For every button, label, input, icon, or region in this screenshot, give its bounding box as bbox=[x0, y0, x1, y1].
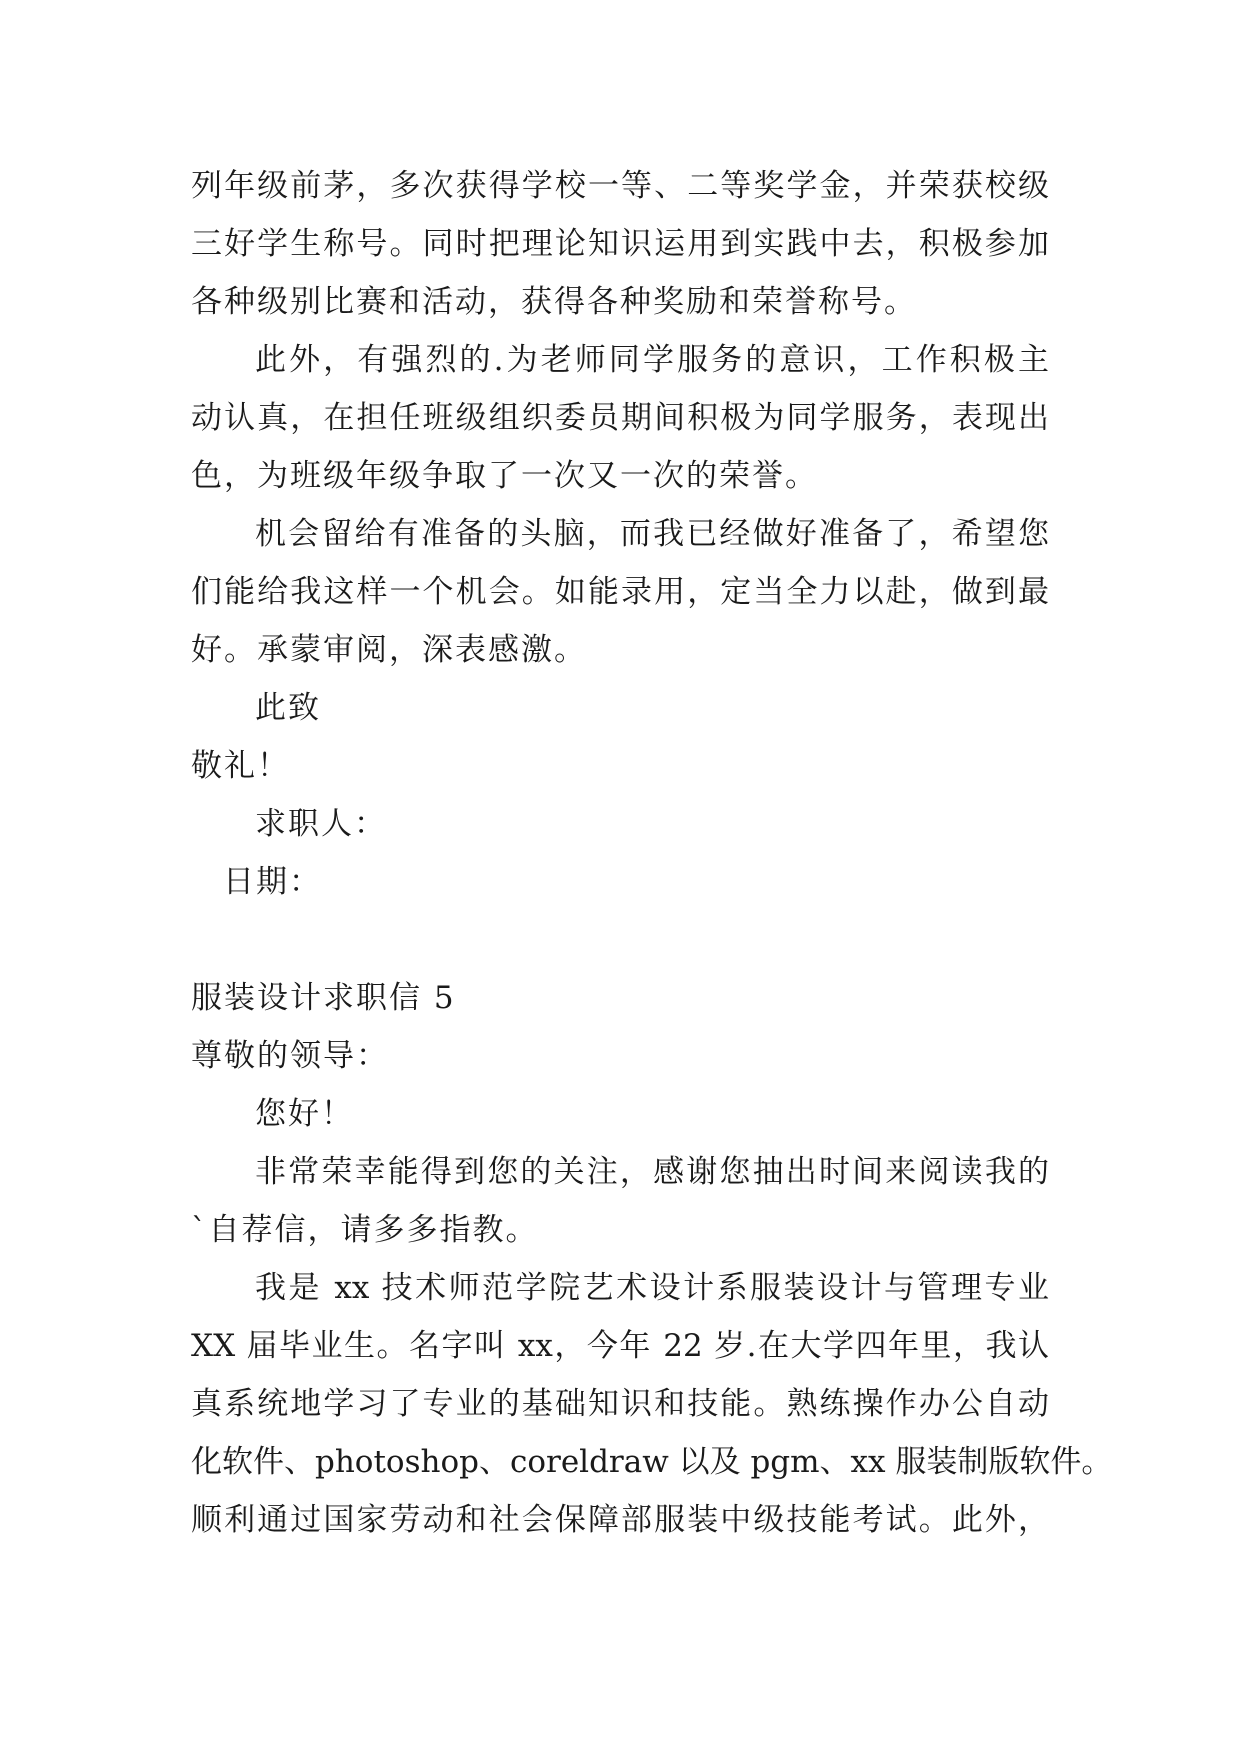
applicant-label: 求职人： bbox=[255, 806, 387, 842]
body-line: 化软件、photoshop、coreldraw 以及 pgm、xx 服装制版软件。 bbox=[191, 1444, 1113, 1480]
greeting: 尊敬的领导： bbox=[191, 1038, 389, 1074]
paragraph-first-line: 我是 xx 技术师范学院艺术设计系服装设计与管理专业 bbox=[255, 1270, 1049, 1306]
date-label: 日期： bbox=[223, 864, 322, 900]
body-line: 真系统地学习了专业的基础知识和技能。熟练操作办公自动 bbox=[191, 1386, 1049, 1422]
greeting-hello: 您好！ bbox=[255, 1096, 354, 1132]
body-line: 三好学生称号。同时把理论知识运用到实践中去，积极参加 bbox=[191, 226, 1049, 262]
body-line: 们能给我这样一个机会。如能录用，定当全力以赴，做到最 bbox=[191, 574, 1049, 610]
letter-heading: 服装设计求职信 5 bbox=[191, 980, 456, 1016]
body-line: 列年级前茅，多次获得学校一等、二等奖学金，并荣获校级 bbox=[191, 168, 1049, 204]
body-line: 好。承蒙审阅，深表感激。 bbox=[191, 632, 587, 668]
body-line: 色，为班级年级争取了一次又一次的荣誉。 bbox=[191, 458, 818, 494]
body-line: 顺利通过国家劳动和社会保障部服装中级技能考试。此外， bbox=[191, 1502, 1049, 1538]
body-line: 动认真，在担任班级组织委员期间积极为同学服务，表现出 bbox=[191, 400, 1049, 436]
body-line: `自荐信，请多多指教。 bbox=[191, 1212, 539, 1248]
paragraph-first-line: 非常荣幸能得到您的关注，感谢您抽出时间来阅读我的 bbox=[255, 1154, 1049, 1190]
body-line: 各种级别比赛和活动，获得各种奖励和荣誉称号。 bbox=[191, 284, 917, 320]
body-line: XX 届毕业生。名字叫 xx，今年 22 岁.在大学四年里，我认 bbox=[191, 1328, 1049, 1364]
closing-respect: 敬礼！ bbox=[191, 748, 290, 784]
closing-salutation: 此致 bbox=[255, 690, 321, 726]
paragraph-first-line: 机会留给有准备的头脑，而我已经做好准备了，希望您 bbox=[255, 516, 1049, 552]
paragraph-first-line: 此外，有强烈的.为老师同学服务的意识，工作积极主 bbox=[255, 342, 1049, 378]
